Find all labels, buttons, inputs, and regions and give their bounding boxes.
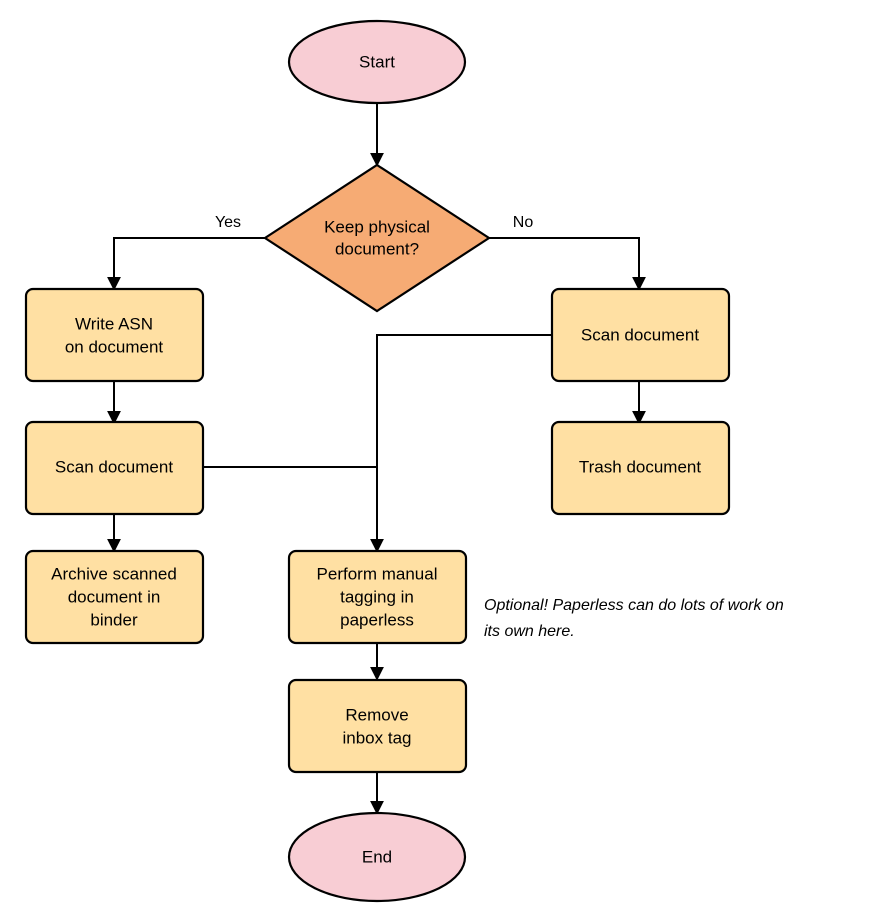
edge-scan-right-to-manual-tagging (377, 335, 552, 550)
node-manual-tagging-label-line3: paperless (340, 610, 414, 630)
node-decision-label-line1: Keep physical (324, 217, 430, 237)
node-manual-tagging-label-line1: Perform manual (316, 564, 438, 584)
node-write-asn[interactable] (26, 289, 203, 381)
node-scan-document-right-label: Scan document (580, 325, 700, 345)
node-archive-label-line2: document in (67, 587, 161, 607)
edge-label-no: No (512, 214, 534, 231)
node-decision-label-line2: document? (334, 239, 420, 259)
edge-decision-yes-to-write-asn (114, 238, 265, 288)
node-write-asn-label-line1: Write ASN (74, 314, 154, 334)
edge-label-yes: Yes (214, 214, 242, 231)
node-end-label: End (361, 847, 393, 867)
optional-note-line1: Optional! Paperless can do lots of work on (484, 597, 784, 614)
node-trash-document-label: Trash document (578, 457, 702, 477)
node-remove-inbox-label-line2: inbox tag (342, 728, 412, 748)
node-write-asn-label-line2: on document (64, 337, 164, 357)
node-archive-label-line3: binder (90, 610, 138, 630)
node-decision-keep-physical[interactable] (265, 165, 489, 311)
node-scan-document-left-label: Scan document (54, 457, 174, 477)
node-start-label: Start (359, 52, 395, 72)
node-remove-inbox-tag[interactable] (289, 680, 466, 772)
node-archive-label-line1: Archive scanned (51, 564, 177, 584)
edge-decision-no-to-scan-right (489, 238, 639, 288)
optional-note-line2: its own here. (484, 623, 575, 640)
node-remove-inbox-label-line1: Remove (345, 705, 409, 725)
node-manual-tagging-label-line2: tagging in (340, 587, 414, 607)
